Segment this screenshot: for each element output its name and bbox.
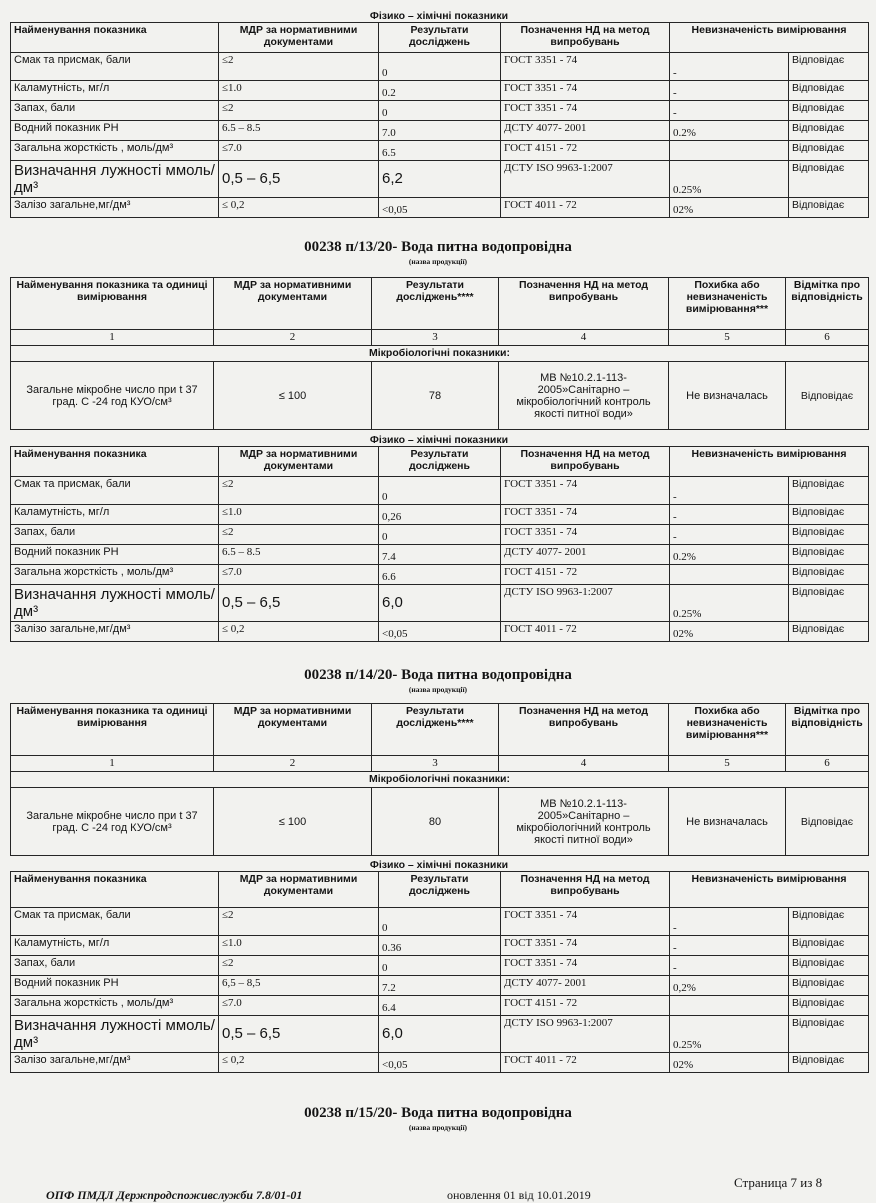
mdr-value: ≤2 bbox=[219, 477, 379, 505]
mdr-value: 6.5 – 8.5 bbox=[219, 545, 379, 565]
uncertainty-value: 02% bbox=[670, 622, 789, 642]
uncertainty-value: - bbox=[670, 525, 789, 545]
column-number: 3 bbox=[372, 330, 499, 346]
column-number: 1 bbox=[11, 330, 214, 346]
mdr-value: 0,5 – 6,5 bbox=[219, 1016, 379, 1053]
product-title: 00238 п/14/20- Вода питна водопровідна bbox=[304, 667, 572, 683]
method-doc: ГОСТ 3351 - 74 bbox=[501, 525, 670, 545]
table-row bbox=[11, 53, 869, 81]
conformity-status: Відповідає bbox=[789, 121, 869, 141]
method-doc: ДСТУ 4077- 2001 bbox=[501, 976, 670, 996]
uncertainty-value bbox=[670, 565, 789, 585]
method-doc: ГОСТ 3351 - 74 bbox=[501, 101, 670, 121]
table-row bbox=[11, 121, 869, 141]
result-value: <0,05 bbox=[379, 198, 501, 218]
indicator-name: Загальна жорсткість , моль/дм³ bbox=[11, 565, 219, 585]
table-header-row bbox=[11, 23, 869, 53]
method-doc: ГОСТ 4151 - 72 bbox=[501, 565, 670, 585]
indicator-name: Запах, бали bbox=[11, 525, 219, 545]
uncertainty-value: 0.25% bbox=[670, 1016, 789, 1053]
header-uncertainty: Невизначеність вимірювання bbox=[670, 872, 869, 908]
method-doc: ГОСТ 4011 - 72 bbox=[501, 1053, 670, 1073]
column-number: 2 bbox=[214, 330, 372, 346]
conformity-status: Відповідає bbox=[789, 477, 869, 505]
table-row bbox=[11, 1016, 869, 1053]
header-results: Результати досліджень bbox=[379, 872, 501, 908]
table-header-row bbox=[11, 278, 869, 330]
uncertainty-value: - bbox=[670, 81, 789, 101]
uncertainty-value: - bbox=[670, 101, 789, 121]
column-number-row bbox=[11, 330, 869, 346]
indicator-name: Запах, бали bbox=[11, 101, 219, 121]
product-title: 00238 п/13/20- Вода питна водопровідна bbox=[304, 239, 572, 255]
header-method: Позначення НД на метод випробувань bbox=[499, 278, 669, 330]
conformity-status: Відповідає bbox=[789, 545, 869, 565]
section-row bbox=[11, 772, 869, 788]
method-doc: ГОСТ 3351 - 74 bbox=[501, 936, 670, 956]
header-conformity: Відмітка про відповідність bbox=[786, 704, 869, 756]
result-value: 6.4 bbox=[379, 996, 501, 1016]
result-value: 0.36 bbox=[379, 936, 501, 956]
table-row bbox=[11, 477, 869, 505]
uncertainty-value: 0,2% bbox=[670, 976, 789, 996]
method-doc: ГОСТ 4011 - 72 bbox=[501, 622, 670, 642]
column-number: 5 bbox=[669, 330, 786, 346]
table-row bbox=[11, 956, 869, 976]
conformity-status: Відповідає bbox=[786, 362, 869, 430]
conformity-status: Відповідає bbox=[789, 81, 869, 101]
phys-chem-title: Фізико – хімічні показники bbox=[369, 10, 509, 22]
footer-update: оновлення 01 від 10.01.2019 bbox=[447, 1188, 591, 1202]
mdr-value: 0,5 – 6,5 bbox=[219, 161, 379, 198]
header-method: Позначення НД на метод випробувань bbox=[499, 704, 669, 756]
result-value: 0 bbox=[379, 908, 501, 936]
method-doc: ГОСТ 4151 - 72 bbox=[501, 996, 670, 1016]
table-row bbox=[11, 161, 869, 198]
indicator-name: Загальна жорсткість , моль/дм³ bbox=[11, 996, 219, 1016]
method-doc: МВ №10.2.1-113-2005»Санітарно – мікробіологічний контроль якості питної води» bbox=[499, 362, 669, 430]
column-number: 1 bbox=[11, 756, 214, 772]
uncertainty-value: Не визначалась bbox=[669, 362, 786, 430]
method-doc: ГОСТ 3351 - 74 bbox=[501, 956, 670, 976]
conformity-status: Відповідає bbox=[786, 788, 869, 856]
result-value: 6.5 bbox=[379, 141, 501, 161]
table-row bbox=[11, 936, 869, 956]
conformity-status: Відповідає bbox=[789, 996, 869, 1016]
conformity-status: Відповідає bbox=[789, 976, 869, 996]
column-number: 6 bbox=[786, 330, 869, 346]
uncertainty-value: - bbox=[670, 908, 789, 936]
uncertainty-value bbox=[670, 996, 789, 1016]
indicator-name: Загальне мікробне число при t 37 град. С -24 год КУО/см³ bbox=[11, 362, 214, 430]
mdr-value: ≤7.0 bbox=[219, 141, 379, 161]
method-doc: ГОСТ 3351 - 74 bbox=[501, 81, 670, 101]
uncertainty-value: 0.25% bbox=[670, 585, 789, 622]
uncertainty-value: - bbox=[670, 936, 789, 956]
table-header-row bbox=[11, 872, 869, 908]
column-number: 4 bbox=[499, 756, 669, 772]
conformity-status: Відповідає bbox=[789, 53, 869, 81]
header-mdr: МДР за нормативними документами bbox=[214, 704, 372, 756]
mdr-value: ≤7.0 bbox=[219, 565, 379, 585]
conformity-status: Відповідає bbox=[789, 585, 869, 622]
indicator-name: Визначання лужності ммоль/дм³ bbox=[11, 161, 219, 198]
result-value: 78 bbox=[372, 362, 499, 430]
table-row bbox=[11, 81, 869, 101]
conformity-status: Відповідає bbox=[789, 956, 869, 976]
conformity-status: Відповідає bbox=[789, 622, 869, 642]
mdr-value: ≤1.0 bbox=[219, 505, 379, 525]
phys-chem-table bbox=[10, 871, 869, 1073]
header-uncertainty: Похибка або невизначеність вимірювання*** bbox=[669, 704, 786, 756]
uncertainty-value: - bbox=[670, 956, 789, 976]
method-doc: ДСТУ 4077- 2001 bbox=[501, 121, 670, 141]
result-value: 7.0 bbox=[379, 121, 501, 141]
column-number-row bbox=[11, 756, 869, 772]
indicator-name: Водний показник РН bbox=[11, 976, 219, 996]
method-doc: ДСТУ ISO 9963-1:2007 bbox=[501, 161, 670, 198]
indicator-name: Смак та присмак, бали bbox=[11, 53, 219, 81]
column-number: 2 bbox=[214, 756, 372, 772]
phys-chem-title: Фізико – хімічні показники bbox=[369, 859, 509, 871]
header-indicator: Найменування показника та одиниці вимірювання bbox=[11, 704, 214, 756]
method-doc: ГОСТ 3351 - 74 bbox=[501, 477, 670, 505]
result-value: 7.2 bbox=[379, 976, 501, 996]
mdr-value: ≤ 0,2 bbox=[219, 1053, 379, 1073]
header-mdr: МДР за нормативними документами bbox=[219, 23, 379, 53]
result-value: 0 bbox=[379, 525, 501, 545]
result-value: 0 bbox=[379, 53, 501, 81]
uncertainty-value: 0.25% bbox=[670, 161, 789, 198]
mdr-value: 6,5 – 8,5 bbox=[219, 976, 379, 996]
table-row bbox=[11, 908, 869, 936]
product-title: 00238 п/15/20- Вода питна водопровідна bbox=[304, 1105, 572, 1121]
header-mdr: МДР за нормативними документами bbox=[214, 278, 372, 330]
micro-section-title: Мікробіологічні показники: bbox=[11, 346, 869, 362]
table-row bbox=[11, 141, 869, 161]
method-doc: МВ №10.2.1-113-2005»Санітарно – мікробіологічний контроль якості питної води» bbox=[499, 788, 669, 856]
conformity-status: Відповідає bbox=[789, 565, 869, 585]
method-doc: ГОСТ 4151 - 72 bbox=[501, 141, 670, 161]
column-number: 4 bbox=[499, 330, 669, 346]
header-uncertainty: Невизначеність вимірювання bbox=[670, 23, 869, 53]
method-doc: ГОСТ 3351 - 74 bbox=[501, 908, 670, 936]
indicator-name: Залізо загальне,мг/дм³ bbox=[11, 622, 219, 642]
result-value: 0 bbox=[379, 956, 501, 976]
uncertainty-value: Не визначалась bbox=[669, 788, 786, 856]
table-row bbox=[11, 362, 869, 430]
micro-table bbox=[10, 703, 869, 856]
conformity-status: Відповідає bbox=[789, 505, 869, 525]
indicator-name: Залізо загальне,мг/дм³ bbox=[11, 198, 219, 218]
micro-table bbox=[10, 277, 869, 430]
mdr-value: ≤1.0 bbox=[219, 936, 379, 956]
table-row bbox=[11, 622, 869, 642]
result-value: 6,2 bbox=[379, 161, 501, 198]
indicator-name: Смак та присмак, бали bbox=[11, 477, 219, 505]
conformity-status: Відповідає bbox=[789, 161, 869, 198]
result-value: 0,26 bbox=[379, 505, 501, 525]
method-doc: ГОСТ 3351 - 74 bbox=[501, 53, 670, 81]
result-value: <0,05 bbox=[379, 1053, 501, 1073]
header-indicator: Найменування показника bbox=[11, 447, 219, 477]
method-doc: ДСТУ 4077- 2001 bbox=[501, 545, 670, 565]
mdr-value: ≤2 bbox=[219, 956, 379, 976]
mdr-value: ≤2 bbox=[219, 101, 379, 121]
header-results: Результати досліджень**** bbox=[372, 278, 499, 330]
uncertainty-value: - bbox=[670, 505, 789, 525]
page-number: Страница 7 из 8 bbox=[734, 1175, 823, 1190]
header-results: Результати досліджень bbox=[379, 23, 501, 53]
indicator-name: Водний показник РН bbox=[11, 545, 219, 565]
phys-chem-table bbox=[10, 446, 869, 642]
result-value: <0,05 bbox=[379, 622, 501, 642]
header-method: Позначення НД на метод випробувань bbox=[501, 23, 670, 53]
product-subtitle: (назва продукції) bbox=[408, 257, 468, 266]
indicator-name: Загальне мікробне число при t 37 град. С -24 год КУО/см³ bbox=[11, 788, 214, 856]
mdr-value: ≤ 0,2 bbox=[219, 622, 379, 642]
mdr-value: 6.5 – 8.5 bbox=[219, 121, 379, 141]
indicator-name: Смак та присмак, бали bbox=[11, 908, 219, 936]
table-row bbox=[11, 788, 869, 856]
header-method: Позначення НД на метод випробувань bbox=[501, 872, 670, 908]
table-row bbox=[11, 585, 869, 622]
mdr-value: ≤ 100 bbox=[214, 788, 372, 856]
result-value: 6.6 bbox=[379, 565, 501, 585]
conformity-status: Відповідає bbox=[789, 1053, 869, 1073]
section-row bbox=[11, 346, 869, 362]
header-indicator: Найменування показника bbox=[11, 23, 219, 53]
mdr-value: 0,5 – 6,5 bbox=[219, 585, 379, 622]
column-number: 6 bbox=[786, 756, 869, 772]
table-row bbox=[11, 525, 869, 545]
micro-section-title: Мікробіологічні показники: bbox=[11, 772, 869, 788]
conformity-status: Відповідає bbox=[789, 1016, 869, 1053]
phys-chem-table bbox=[10, 22, 869, 218]
conformity-status: Відповідає bbox=[789, 908, 869, 936]
indicator-name: Каламутність, мг/л bbox=[11, 936, 219, 956]
conformity-status: Відповідає bbox=[789, 525, 869, 545]
header-results: Результати досліджень bbox=[379, 447, 501, 477]
indicator-name: Каламутність, мг/л bbox=[11, 81, 219, 101]
method-doc: ДСТУ ISO 9963-1:2007 bbox=[501, 585, 670, 622]
header-indicator: Найменування показника bbox=[11, 872, 219, 908]
column-number: 5 bbox=[669, 756, 786, 772]
table-header-row bbox=[11, 704, 869, 756]
column-number: 3 bbox=[372, 756, 499, 772]
result-value: 0.2 bbox=[379, 81, 501, 101]
uncertainty-value: 0.2% bbox=[670, 545, 789, 565]
header-method: Позначення НД на метод випробувань bbox=[501, 447, 670, 477]
method-doc: ДСТУ ISO 9963-1:2007 bbox=[501, 1016, 670, 1053]
table-row bbox=[11, 505, 869, 525]
mdr-value: ≤2 bbox=[219, 53, 379, 81]
indicator-name: Залізо загальне,мг/дм³ bbox=[11, 1053, 219, 1073]
mdr-value: ≤2 bbox=[219, 525, 379, 545]
method-doc: ГОСТ 3351 - 74 bbox=[501, 505, 670, 525]
conformity-status: Відповідає bbox=[789, 198, 869, 218]
mdr-value: ≤2 bbox=[219, 908, 379, 936]
indicator-name: Визначання лужності ммоль/дм³ bbox=[11, 585, 219, 622]
mdr-value: ≤ 0,2 bbox=[219, 198, 379, 218]
indicator-name: Загальна жорсткість , моль/дм³ bbox=[11, 141, 219, 161]
table-row bbox=[11, 976, 869, 996]
uncertainty-value: - bbox=[670, 477, 789, 505]
uncertainty-value: 0.2% bbox=[670, 121, 789, 141]
mdr-value: ≤7.0 bbox=[219, 996, 379, 1016]
indicator-name: Запах, бали bbox=[11, 956, 219, 976]
product-subtitle: (назва продукції) bbox=[408, 1123, 468, 1132]
uncertainty-value: 02% bbox=[670, 1053, 789, 1073]
table-row bbox=[11, 996, 869, 1016]
result-value: 0 bbox=[379, 477, 501, 505]
header-results: Результати досліджень**** bbox=[372, 704, 499, 756]
product-subtitle: (назва продукції) bbox=[408, 685, 468, 694]
result-value: 80 bbox=[372, 788, 499, 856]
indicator-name: Каламутність, мг/л bbox=[11, 505, 219, 525]
indicator-name: Визначання лужності ммоль/дм³ bbox=[11, 1016, 219, 1053]
uncertainty-value: 02% bbox=[670, 198, 789, 218]
phys-chem-title: Фізико – хімічні показники bbox=[369, 434, 509, 446]
footer-org: ОПФ ПМДЛ Держпродспоживслужби 7.8/01-01 bbox=[46, 1188, 303, 1202]
header-mdr: МДР за нормативними документами bbox=[219, 872, 379, 908]
uncertainty-value bbox=[670, 141, 789, 161]
mdr-value: ≤1.0 bbox=[219, 81, 379, 101]
table-header-row bbox=[11, 447, 869, 477]
header-mdr: МДР за нормативними документами bbox=[219, 447, 379, 477]
mdr-value: ≤ 100 bbox=[214, 362, 372, 430]
table-row bbox=[11, 101, 869, 121]
result-value: 0 bbox=[379, 101, 501, 121]
table-row bbox=[11, 545, 869, 565]
result-value: 6,0 bbox=[379, 585, 501, 622]
header-indicator: Найменування показника та одиниці вимірювання bbox=[11, 278, 214, 330]
table-row bbox=[11, 1053, 869, 1073]
conformity-status: Відповідає bbox=[789, 141, 869, 161]
header-uncertainty: Невизначеність вимірювання bbox=[670, 447, 869, 477]
conformity-status: Відповідає bbox=[789, 936, 869, 956]
table-row bbox=[11, 198, 869, 218]
header-conformity: Відмітка про відповідність bbox=[786, 278, 869, 330]
table-row bbox=[11, 565, 869, 585]
result-value: 7.4 bbox=[379, 545, 501, 565]
header-uncertainty: Похибка або невизначеність вимірювання*** bbox=[669, 278, 786, 330]
indicator-name: Водний показник РН bbox=[11, 121, 219, 141]
result-value: 6,0 bbox=[379, 1016, 501, 1053]
uncertainty-value: - bbox=[670, 53, 789, 81]
method-doc: ГОСТ 4011 - 72 bbox=[501, 198, 670, 218]
conformity-status: Відповідає bbox=[789, 101, 869, 121]
